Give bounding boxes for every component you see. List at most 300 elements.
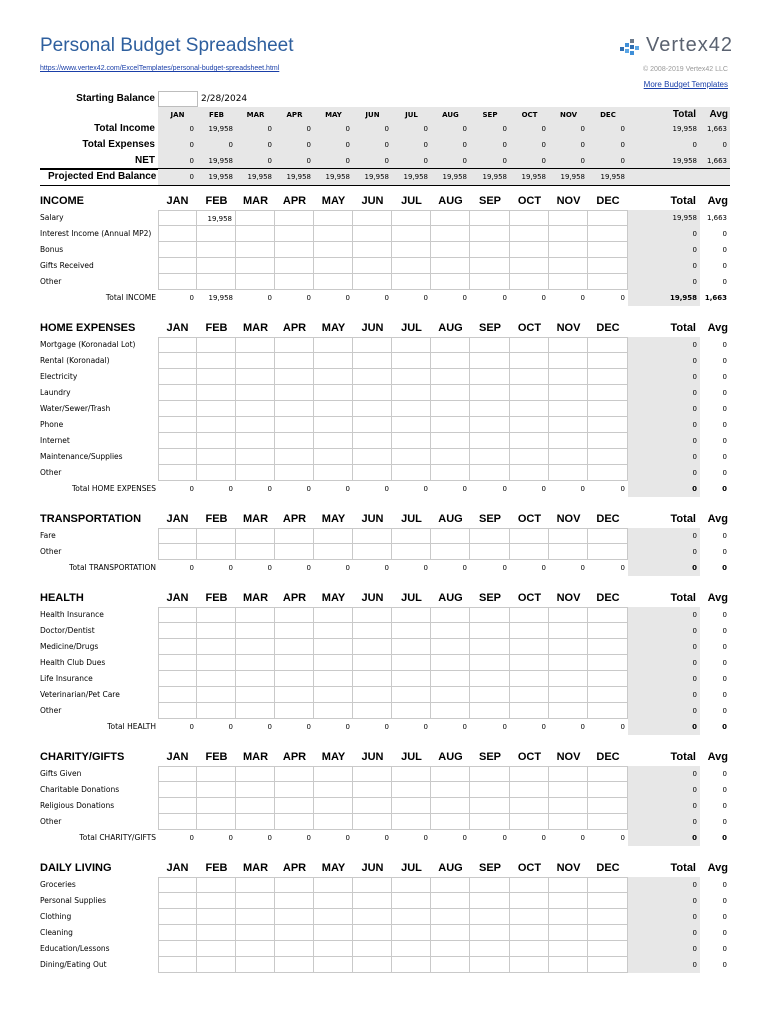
- month-input-cell[interactable]: [197, 258, 236, 274]
- month-input-cell[interactable]: [470, 337, 510, 353]
- month-input-cell[interactable]: [588, 782, 628, 798]
- starting-balance-input[interactable]: [158, 91, 198, 107]
- month-input-cell[interactable]: [275, 893, 314, 909]
- month-input-cell[interactable]: [549, 814, 588, 830]
- month-input-cell[interactable]: [353, 607, 392, 623]
- month-input-cell[interactable]: [314, 957, 353, 973]
- month-input-cell[interactable]: [158, 655, 197, 671]
- more-budget-templates-link[interactable]: More Budget Templates: [643, 80, 728, 89]
- month-input-cell[interactable]: [353, 766, 392, 782]
- month-input-cell[interactable]: [158, 226, 197, 242]
- month-input-cell[interactable]: [470, 258, 510, 274]
- month-input-cell[interactable]: [197, 909, 236, 925]
- month-input-cell[interactable]: [392, 655, 431, 671]
- month-input-cell[interactable]: [470, 417, 510, 433]
- month-input-cell[interactable]: [275, 449, 314, 465]
- month-input-cell[interactable]: [314, 226, 353, 242]
- month-input-cell[interactable]: [197, 401, 236, 417]
- month-input-cell[interactable]: [510, 607, 549, 623]
- month-input-cell[interactable]: [197, 528, 236, 544]
- month-input-cell[interactable]: [588, 925, 628, 941]
- month-input-cell[interactable]: [275, 544, 314, 560]
- month-input-cell[interactable]: [470, 369, 510, 385]
- month-input-cell[interactable]: [510, 274, 549, 290]
- month-input-cell[interactable]: [588, 433, 628, 449]
- month-input-cell[interactable]: [431, 766, 470, 782]
- month-input-cell[interactable]: [236, 687, 275, 703]
- month-input-cell[interactable]: [353, 258, 392, 274]
- month-input-cell[interactable]: [197, 877, 236, 893]
- month-input-cell[interactable]: [392, 433, 431, 449]
- template-url-link[interactable]: https://www.vertex42.com/ExcelTemplates/personal-budget-spreadsheet.html: [40, 65, 280, 72]
- month-input-cell[interactable]: [549, 925, 588, 941]
- month-input-cell[interactable]: [431, 433, 470, 449]
- month-input-cell[interactable]: [158, 782, 197, 798]
- month-input-cell[interactable]: [314, 242, 353, 258]
- month-input-cell[interactable]: [353, 798, 392, 814]
- month-input-cell[interactable]: [197, 703, 236, 719]
- month-input-cell[interactable]: [353, 528, 392, 544]
- month-input-cell[interactable]: [197, 274, 236, 290]
- month-input-cell[interactable]: [197, 337, 236, 353]
- month-input-cell[interactable]: [197, 417, 236, 433]
- month-input-cell[interactable]: [275, 655, 314, 671]
- month-input-cell[interactable]: [275, 417, 314, 433]
- month-input-cell[interactable]: [510, 671, 549, 687]
- month-input-cell[interactable]: [431, 798, 470, 814]
- month-input-cell[interactable]: [314, 274, 353, 290]
- month-input-cell[interactable]: [392, 877, 431, 893]
- month-input-cell[interactable]: [510, 353, 549, 369]
- month-input-cell[interactable]: [314, 623, 353, 639]
- month-input-cell[interactable]: [158, 258, 197, 274]
- month-input-cell[interactable]: [314, 401, 353, 417]
- month-input-cell[interactable]: [158, 337, 197, 353]
- month-input-cell[interactable]: [236, 925, 275, 941]
- month-input-cell[interactable]: [314, 639, 353, 655]
- month-input-cell[interactable]: [392, 465, 431, 481]
- month-input-cell[interactable]: [549, 607, 588, 623]
- month-input-cell[interactable]: [314, 798, 353, 814]
- month-input-cell[interactable]: [158, 814, 197, 830]
- month-input-cell[interactable]: [588, 671, 628, 687]
- month-input-cell[interactable]: [431, 401, 470, 417]
- vertex42-logo[interactable]: [618, 34, 733, 58]
- month-input-cell[interactable]: [353, 337, 392, 353]
- month-input-cell[interactable]: [510, 417, 549, 433]
- month-input-cell[interactable]: [236, 210, 275, 226]
- month-input-cell[interactable]: [275, 671, 314, 687]
- month-input-cell[interactable]: [236, 766, 275, 782]
- month-input-cell[interactable]: [197, 433, 236, 449]
- month-input-cell[interactable]: [158, 210, 197, 226]
- month-input-cell[interactable]: [549, 258, 588, 274]
- month-input-cell[interactable]: [392, 909, 431, 925]
- month-input-cell[interactable]: [353, 226, 392, 242]
- month-input-cell[interactable]: [510, 925, 549, 941]
- month-input-cell[interactable]: [275, 353, 314, 369]
- month-input-cell[interactable]: [392, 353, 431, 369]
- month-input-cell[interactable]: [197, 655, 236, 671]
- month-input-cell[interactable]: [353, 449, 392, 465]
- month-input-cell[interactable]: [510, 337, 549, 353]
- month-input-cell[interactable]: [549, 274, 588, 290]
- month-input-cell[interactable]: [275, 782, 314, 798]
- month-input-cell[interactable]: [158, 385, 197, 401]
- month-input-cell[interactable]: [275, 703, 314, 719]
- month-input-cell[interactable]: [392, 242, 431, 258]
- month-input-cell[interactable]: [549, 798, 588, 814]
- month-input-cell[interactable]: [158, 925, 197, 941]
- month-input-cell[interactable]: [431, 258, 470, 274]
- month-input-cell[interactable]: [158, 433, 197, 449]
- month-input-cell[interactable]: [158, 401, 197, 417]
- month-input-cell[interactable]: [510, 528, 549, 544]
- month-input-cell[interactable]: [353, 909, 392, 925]
- month-input-cell[interactable]: [510, 623, 549, 639]
- month-input-cell[interactable]: [549, 544, 588, 560]
- month-input-cell[interactable]: [392, 274, 431, 290]
- month-input-cell[interactable]: [158, 607, 197, 623]
- month-input-cell[interactable]: [158, 703, 197, 719]
- month-input-cell[interactable]: [197, 687, 236, 703]
- month-input-cell[interactable]: [275, 957, 314, 973]
- month-input-cell[interactable]: [236, 544, 275, 560]
- month-input-cell[interactable]: [431, 337, 470, 353]
- month-input-cell[interactable]: [314, 814, 353, 830]
- month-input-cell[interactable]: [275, 925, 314, 941]
- month-input-cell[interactable]: [275, 766, 314, 782]
- month-input-cell[interactable]: [510, 893, 549, 909]
- month-input-cell[interactable]: [353, 417, 392, 433]
- month-input-cell[interactable]: [275, 274, 314, 290]
- month-input-cell[interactable]: [510, 655, 549, 671]
- month-input-cell[interactable]: [510, 544, 549, 560]
- month-input-cell[interactable]: [353, 925, 392, 941]
- month-input-cell[interactable]: [158, 766, 197, 782]
- month-input-cell[interactable]: [588, 544, 628, 560]
- month-input-cell[interactable]: [353, 957, 392, 973]
- month-input-cell[interactable]: [510, 385, 549, 401]
- month-input-cell[interactable]: [510, 766, 549, 782]
- month-input-cell[interactable]: [392, 703, 431, 719]
- month-input-cell[interactable]: [392, 798, 431, 814]
- month-input-cell[interactable]: [431, 210, 470, 226]
- month-input-cell[interactable]: [549, 782, 588, 798]
- month-input-cell[interactable]: [470, 655, 510, 671]
- month-input-cell[interactable]: [392, 417, 431, 433]
- month-input-cell[interactable]: [275, 210, 314, 226]
- month-input-cell[interactable]: [588, 623, 628, 639]
- month-input-cell[interactable]: [431, 623, 470, 639]
- month-input-cell[interactable]: [510, 210, 549, 226]
- month-input-cell[interactable]: [470, 909, 510, 925]
- month-input-cell[interactable]: [314, 703, 353, 719]
- month-input-cell[interactable]: [158, 687, 197, 703]
- month-input-cell[interactable]: [431, 528, 470, 544]
- month-input-cell[interactable]: [236, 242, 275, 258]
- month-input-cell[interactable]: [510, 687, 549, 703]
- month-input-cell[interactable]: [431, 385, 470, 401]
- month-input-cell[interactable]: [158, 957, 197, 973]
- month-input-cell[interactable]: [431, 417, 470, 433]
- month-input-cell[interactable]: [588, 941, 628, 957]
- month-input-cell[interactable]: [314, 893, 353, 909]
- month-input-cell[interactable]: [197, 893, 236, 909]
- month-input-cell[interactable]: [588, 893, 628, 909]
- month-input-cell[interactable]: [510, 814, 549, 830]
- month-input-cell[interactable]: [236, 385, 275, 401]
- month-input-cell[interactable]: [158, 528, 197, 544]
- month-input-cell[interactable]: [392, 639, 431, 655]
- month-input-cell[interactable]: [510, 465, 549, 481]
- month-input-cell[interactable]: [470, 957, 510, 973]
- month-input-cell[interactable]: [510, 782, 549, 798]
- month-input-cell[interactable]: [431, 814, 470, 830]
- month-input-cell[interactable]: [588, 957, 628, 973]
- month-input-cell[interactable]: [236, 226, 275, 242]
- month-input-cell[interactable]: [275, 226, 314, 242]
- month-input-cell[interactable]: [470, 385, 510, 401]
- month-input-cell[interactable]: [392, 369, 431, 385]
- month-input-cell[interactable]: [314, 528, 353, 544]
- month-input-cell[interactable]: [431, 449, 470, 465]
- month-input-cell[interactable]: [275, 258, 314, 274]
- month-input-cell[interactable]: [314, 433, 353, 449]
- month-input-cell[interactable]: [470, 607, 510, 623]
- month-input-cell[interactable]: [510, 909, 549, 925]
- month-input-cell[interactable]: [470, 941, 510, 957]
- month-input-cell[interactable]: [549, 671, 588, 687]
- month-input-cell[interactable]: [588, 353, 628, 369]
- month-input-cell[interactable]: [588, 607, 628, 623]
- month-input-cell[interactable]: [431, 877, 470, 893]
- month-input-cell[interactable]: [588, 226, 628, 242]
- month-input-cell[interactable]: [314, 671, 353, 687]
- month-input-cell[interactable]: [588, 909, 628, 925]
- month-input-cell[interactable]: [314, 544, 353, 560]
- month-input-cell[interactable]: [431, 226, 470, 242]
- month-input-cell[interactable]: [353, 544, 392, 560]
- month-input-cell[interactable]: [549, 687, 588, 703]
- month-input-cell[interactable]: [431, 671, 470, 687]
- month-input-cell[interactable]: [392, 528, 431, 544]
- month-input-cell[interactable]: [236, 401, 275, 417]
- month-input-cell[interactable]: [470, 798, 510, 814]
- month-input-cell[interactable]: [431, 925, 470, 941]
- month-input-cell[interactable]: [470, 814, 510, 830]
- month-input-cell[interactable]: [588, 465, 628, 481]
- month-input-cell[interactable]: [314, 607, 353, 623]
- month-input-cell[interactable]: [275, 337, 314, 353]
- month-input-cell[interactable]: [510, 957, 549, 973]
- month-input-cell[interactable]: [236, 274, 275, 290]
- month-input-cell[interactable]: [197, 925, 236, 941]
- month-input-cell[interactable]: [353, 385, 392, 401]
- month-input-cell[interactable]: [236, 623, 275, 639]
- month-input-cell[interactable]: [392, 782, 431, 798]
- month-input-cell[interactable]: [431, 544, 470, 560]
- month-input-cell[interactable]: [588, 639, 628, 655]
- month-input-cell[interactable]: [353, 671, 392, 687]
- month-input-cell[interactable]: [314, 655, 353, 671]
- month-input-cell[interactable]: [549, 623, 588, 639]
- month-input-cell[interactable]: [431, 893, 470, 909]
- month-input-cell[interactable]: [431, 274, 470, 290]
- month-input-cell[interactable]: [392, 671, 431, 687]
- month-input-cell[interactable]: [549, 369, 588, 385]
- month-input-cell[interactable]: [588, 814, 628, 830]
- month-input-cell[interactable]: [236, 528, 275, 544]
- month-input-cell[interactable]: [470, 544, 510, 560]
- month-input-cell[interactable]: [236, 465, 275, 481]
- month-input-cell[interactable]: [275, 607, 314, 623]
- month-input-cell[interactable]: [236, 417, 275, 433]
- month-input-cell[interactable]: [158, 449, 197, 465]
- month-input-cell[interactable]: [549, 639, 588, 655]
- month-input-cell[interactable]: [392, 893, 431, 909]
- month-input-cell[interactable]: [470, 687, 510, 703]
- month-input-cell[interactable]: [588, 385, 628, 401]
- month-input-cell[interactable]: [392, 607, 431, 623]
- month-input-cell[interactable]: [158, 941, 197, 957]
- month-input-cell[interactable]: [314, 782, 353, 798]
- month-input-cell[interactable]: [549, 877, 588, 893]
- month-input-cell[interactable]: [314, 337, 353, 353]
- month-input-cell[interactable]: [314, 449, 353, 465]
- month-input-cell[interactable]: [353, 782, 392, 798]
- month-input-cell[interactable]: [314, 925, 353, 941]
- month-input-cell[interactable]: [588, 528, 628, 544]
- month-input-cell[interactable]: [549, 957, 588, 973]
- month-input-cell[interactable]: [236, 369, 275, 385]
- month-input-cell[interactable]: [353, 353, 392, 369]
- month-input-cell[interactable]: [353, 465, 392, 481]
- month-input-cell[interactable]: [353, 210, 392, 226]
- month-input-cell[interactable]: [236, 337, 275, 353]
- month-input-cell[interactable]: [197, 385, 236, 401]
- month-input-cell[interactable]: [197, 353, 236, 369]
- month-input-cell[interactable]: [392, 957, 431, 973]
- month-input-cell[interactable]: [470, 274, 510, 290]
- month-input-cell[interactable]: [549, 941, 588, 957]
- month-input-cell[interactable]: [588, 369, 628, 385]
- month-input-cell[interactable]: [275, 528, 314, 544]
- month-input-cell[interactable]: [431, 941, 470, 957]
- month-input-cell[interactable]: [392, 925, 431, 941]
- month-input-cell[interactable]: [549, 465, 588, 481]
- month-input-cell[interactable]: [197, 639, 236, 655]
- month-input-cell[interactable]: [510, 941, 549, 957]
- month-input-cell[interactable]: [236, 703, 275, 719]
- month-input-cell[interactable]: [470, 623, 510, 639]
- month-input-cell[interactable]: [314, 369, 353, 385]
- month-input-cell[interactable]: [236, 655, 275, 671]
- month-input-cell[interactable]: [353, 703, 392, 719]
- month-input-cell[interactable]: [158, 877, 197, 893]
- month-input-cell[interactable]: [510, 798, 549, 814]
- month-input-cell[interactable]: [197, 242, 236, 258]
- month-input-cell[interactable]: [158, 544, 197, 560]
- month-input-cell[interactable]: [549, 210, 588, 226]
- month-input-cell[interactable]: [431, 703, 470, 719]
- month-input-cell[interactable]: [470, 782, 510, 798]
- month-input-cell[interactable]: [353, 369, 392, 385]
- month-input-cell[interactable]: [314, 909, 353, 925]
- month-input-cell[interactable]: [353, 941, 392, 957]
- month-input-cell[interactable]: [588, 210, 628, 226]
- month-input-cell[interactable]: [431, 957, 470, 973]
- month-input-cell[interactable]: [197, 226, 236, 242]
- month-input-cell[interactable]: [353, 274, 392, 290]
- month-input-cell[interactable]: [470, 465, 510, 481]
- month-input-cell[interactable]: [510, 877, 549, 893]
- month-input-cell[interactable]: [549, 433, 588, 449]
- month-input-cell[interactable]: [236, 671, 275, 687]
- month-input-cell[interactable]: [510, 401, 549, 417]
- month-input-cell[interactable]: [353, 242, 392, 258]
- month-input-cell[interactable]: [431, 687, 470, 703]
- month-input-cell[interactable]: [236, 353, 275, 369]
- month-input-cell[interactable]: [197, 766, 236, 782]
- month-input-cell[interactable]: [470, 353, 510, 369]
- month-input-cell[interactable]: [549, 893, 588, 909]
- month-input-cell[interactable]: [275, 385, 314, 401]
- month-input-cell[interactable]: [236, 893, 275, 909]
- month-input-cell[interactable]: [158, 893, 197, 909]
- month-input-cell[interactable]: [510, 226, 549, 242]
- month-input-cell[interactable]: [392, 258, 431, 274]
- month-input-cell[interactable]: [431, 607, 470, 623]
- month-input-cell[interactable]: [158, 909, 197, 925]
- month-input-cell[interactable]: [549, 703, 588, 719]
- month-input-cell[interactable]: [353, 877, 392, 893]
- month-input-cell[interactable]: [588, 337, 628, 353]
- month-input-cell[interactable]: [392, 814, 431, 830]
- month-input-cell[interactable]: [353, 655, 392, 671]
- month-input-cell[interactable]: [431, 782, 470, 798]
- month-input-cell[interactable]: [392, 226, 431, 242]
- month-input-cell[interactable]: [197, 544, 236, 560]
- month-input-cell[interactable]: [549, 417, 588, 433]
- month-input-cell[interactable]: [314, 385, 353, 401]
- month-input-cell[interactable]: [197, 369, 236, 385]
- month-input-cell[interactable]: [392, 401, 431, 417]
- month-input-cell[interactable]: [236, 909, 275, 925]
- month-input-cell[interactable]: [275, 877, 314, 893]
- month-input-cell[interactable]: [236, 877, 275, 893]
- month-input-cell[interactable]: [236, 941, 275, 957]
- month-input-cell[interactable]: [549, 528, 588, 544]
- month-input-cell[interactable]: [158, 274, 197, 290]
- month-input-cell[interactable]: [549, 226, 588, 242]
- month-input-cell[interactable]: [431, 353, 470, 369]
- month-input-cell[interactable]: [392, 941, 431, 957]
- month-input-cell[interactable]: [588, 703, 628, 719]
- month-input-cell[interactable]: [314, 766, 353, 782]
- month-input-cell[interactable]: [353, 639, 392, 655]
- month-input-cell[interactable]: [549, 909, 588, 925]
- month-input-cell[interactable]: [236, 607, 275, 623]
- month-input-cell[interactable]: [431, 639, 470, 655]
- month-input-cell[interactable]: [275, 369, 314, 385]
- month-input-cell[interactable]: [510, 449, 549, 465]
- month-input-cell[interactable]: [510, 639, 549, 655]
- month-input-cell[interactable]: [588, 274, 628, 290]
- month-input-cell[interactable]: [470, 639, 510, 655]
- month-input-cell[interactable]: [510, 369, 549, 385]
- month-input-cell[interactable]: [275, 814, 314, 830]
